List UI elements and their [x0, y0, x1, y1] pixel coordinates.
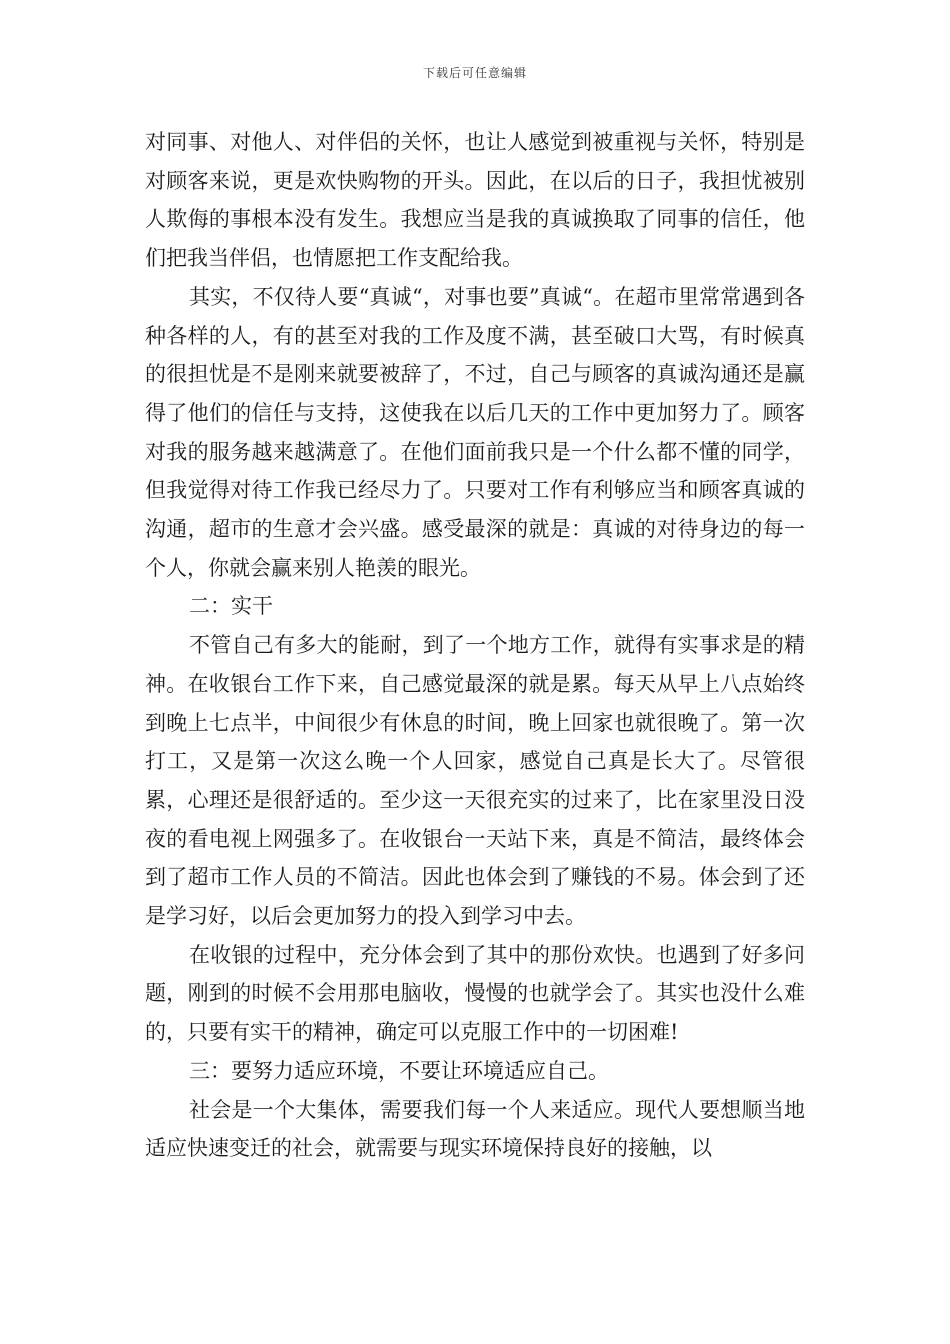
- section-heading: 二：实干: [189, 594, 273, 619]
- paragraph: 其实，不仅待人要“真诚“，对事也要”真诚“。在超市里常常遇到各种各样的人，有的甚至对我的工作及度不满，甚至破口大骂，有时候真的很担忧是不是刚来就要被辞了，不过，自己与顾客的真诚沟通还是赢得了他们的信任与支持，这使我在以后几天的工作中更加努力了。顾客对我的服务越来越满意了。在他们面前我只是一个什么都不懂的同学，但我觉得对待工作我已经尽力了。只要对工作有利够应当和顾客真诚的沟通，超市的生意才会兴盛。感受最深的就是：真诚的对待身边的每一个人，你就会赢来别人艳羡的眼光。: [145, 284, 805, 580]
- paragraph: 社会是一个大集体，需要我们每一个人来适应。现代人要想顺当地适应快速变迁的社会，就需要与现实环境保持良好的接触，以: [145, 1097, 805, 1161]
- section-heading: 三：要努力适应环境，不要让环境适应自己。: [189, 1058, 609, 1083]
- paragraph: 在收银的过程中，充分体会到了其中的那份欢快。也遇到了好多问题，刚到的时候不会用那电脑收，慢慢的也就学会了。其实也没什么难的，只要有实干的精神，确定可以克服工作中的一切困难!: [145, 942, 805, 1045]
- document-body: [145, 123, 805, 1168]
- paragraph: 对同事、对他人、对伴侣的关怀，也让人感觉到被重视与关怀，特别是对顾客来说，更是欢快购物的开头。因此，在以后的日子，我担忧被别人欺侮的事根本没有发生。我想应当是我的真诚换取了同事的信任，他们把我当伴侣，也情愿把工作支配给我。: [145, 130, 805, 271]
- paragraph: 不管自己有多大的能耐，到了一个地方工作，就得有实事求是的精神。在收银台工作下来，自己感觉最深的就是累。每天从早上八点始终到晚上七点半，中间很少有休息的时间，晚上回家也就很晚了。第一次打工，又是第一次这么晚一个人回家，感觉自己真是长大了。尽管很累，心理还是很舒适的。至少这一天很充实的过来了，比在家里没日没夜的看电视上网强多了。在收银台一天站下来，真是不简洁，最终体会到了超市工作人员的不简洁。因此也体会到了赚钱的不易。体会到了还是学习好，以后会更加努力的投入到学习中去。: [145, 633, 805, 929]
- page-header: 下载后可任意编辑: [422, 66, 527, 80]
